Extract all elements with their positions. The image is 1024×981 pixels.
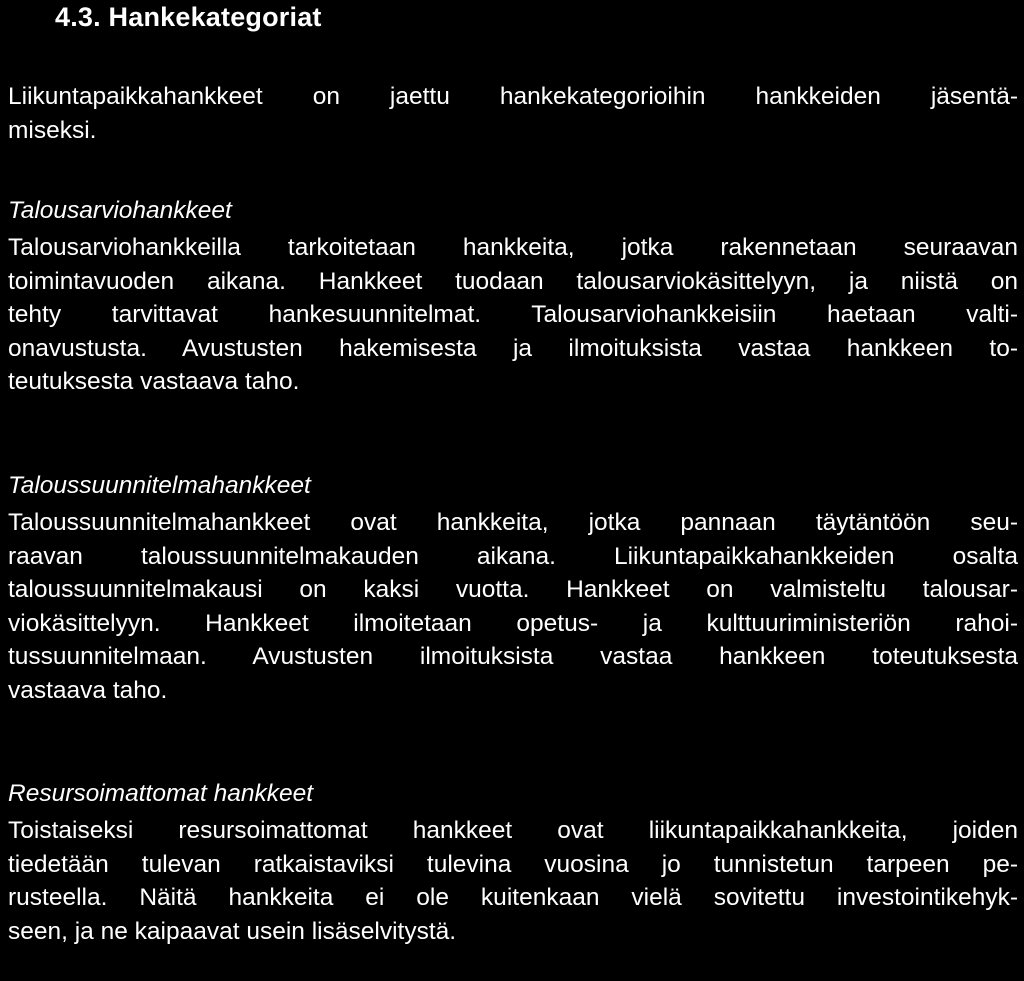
intro-paragraph xyxy=(8,80,1018,147)
financial-plan-projects-line: tussuunnitelmaan. Avustusten ilmoituksista vastaa hankkeen toteutuksesta xyxy=(8,643,1018,671)
unresourced-projects-paragraph xyxy=(8,814,1018,948)
financial-plan-projects-title: Taloussuunnitelmahankkeet xyxy=(8,472,311,499)
unresourced-projects-line: Toistaiseksi resursoimattomat hankkeet ovat liikuntapaikkahankkeita, joiden xyxy=(8,817,1018,844)
financial-plan-projects-line: raavan taloussuunnitelmakauden aikana. Liikuntapaikkahankkeiden osalta xyxy=(8,542,1018,570)
budget-projects-paragraph xyxy=(8,231,1018,399)
budget-projects-line: Talousarviohankkeilla tarkoitetaan hankkeita, jotka rakennetaan seuraavan xyxy=(8,234,1018,261)
budget-projects-line: toimintavuoden aikana. Hankkeet tuodaan talousarviokäsittelyyn, ja niistä on xyxy=(8,267,1018,295)
budget-projects-line: teutuksesta vastaava taho. xyxy=(8,368,300,396)
unresourced-projects-line: seen, ja ne kaipaavat usein lisäselvitystä. xyxy=(8,917,457,945)
financial-plan-projects-line: viokäsittelyyn. Hankkeet ilmoitetaan opetus- ja kulttuuriministeriön rahoi- xyxy=(8,609,1018,637)
intro-line: miseksi. xyxy=(8,116,97,144)
budget-projects-line: tehty tarvittavat hankesuunnitelmat. Talousarviohankkeisiin haetaan valti- xyxy=(8,301,1018,329)
financial-plan-projects-line: Taloussuunnitelmahankkeet ovat hankkeita, jotka pannaan täytäntöön seu- xyxy=(8,509,1018,536)
intro-line: Liikuntapaikkahankkeet on jaettu hankekategorioihin hankkeiden jäsentä- xyxy=(8,83,1018,110)
financial-plan-projects-line: vastaava taho. xyxy=(8,676,168,704)
budget-projects-line: onavustusta. Avustusten hakemisesta ja ilmoituksista vastaa hankkeen to- xyxy=(8,334,1018,362)
financial-plan-projects-line: taloussuunnitelmakausi on kaksi vuotta. Hankkeet on valmisteltu talousar- xyxy=(8,576,1018,604)
section-heading: 4.3. Hankekategoriat xyxy=(55,2,322,32)
budget-projects-title: Talousarviohankkeet xyxy=(8,197,232,224)
unresourced-projects-line: rusteella. Näitä hankkeita ei ole kuitenkaan vielä sovitettu investointikehyk- xyxy=(8,884,1018,912)
unresourced-projects-title: Resursoimattomat hankkeet xyxy=(8,780,314,807)
unresourced-projects-line: tiedetään tulevan ratkaistaviksi tulevina vuosina jo tunnistetun tarpeen pe- xyxy=(8,850,1018,878)
financial-plan-projects-paragraph xyxy=(8,506,1018,708)
